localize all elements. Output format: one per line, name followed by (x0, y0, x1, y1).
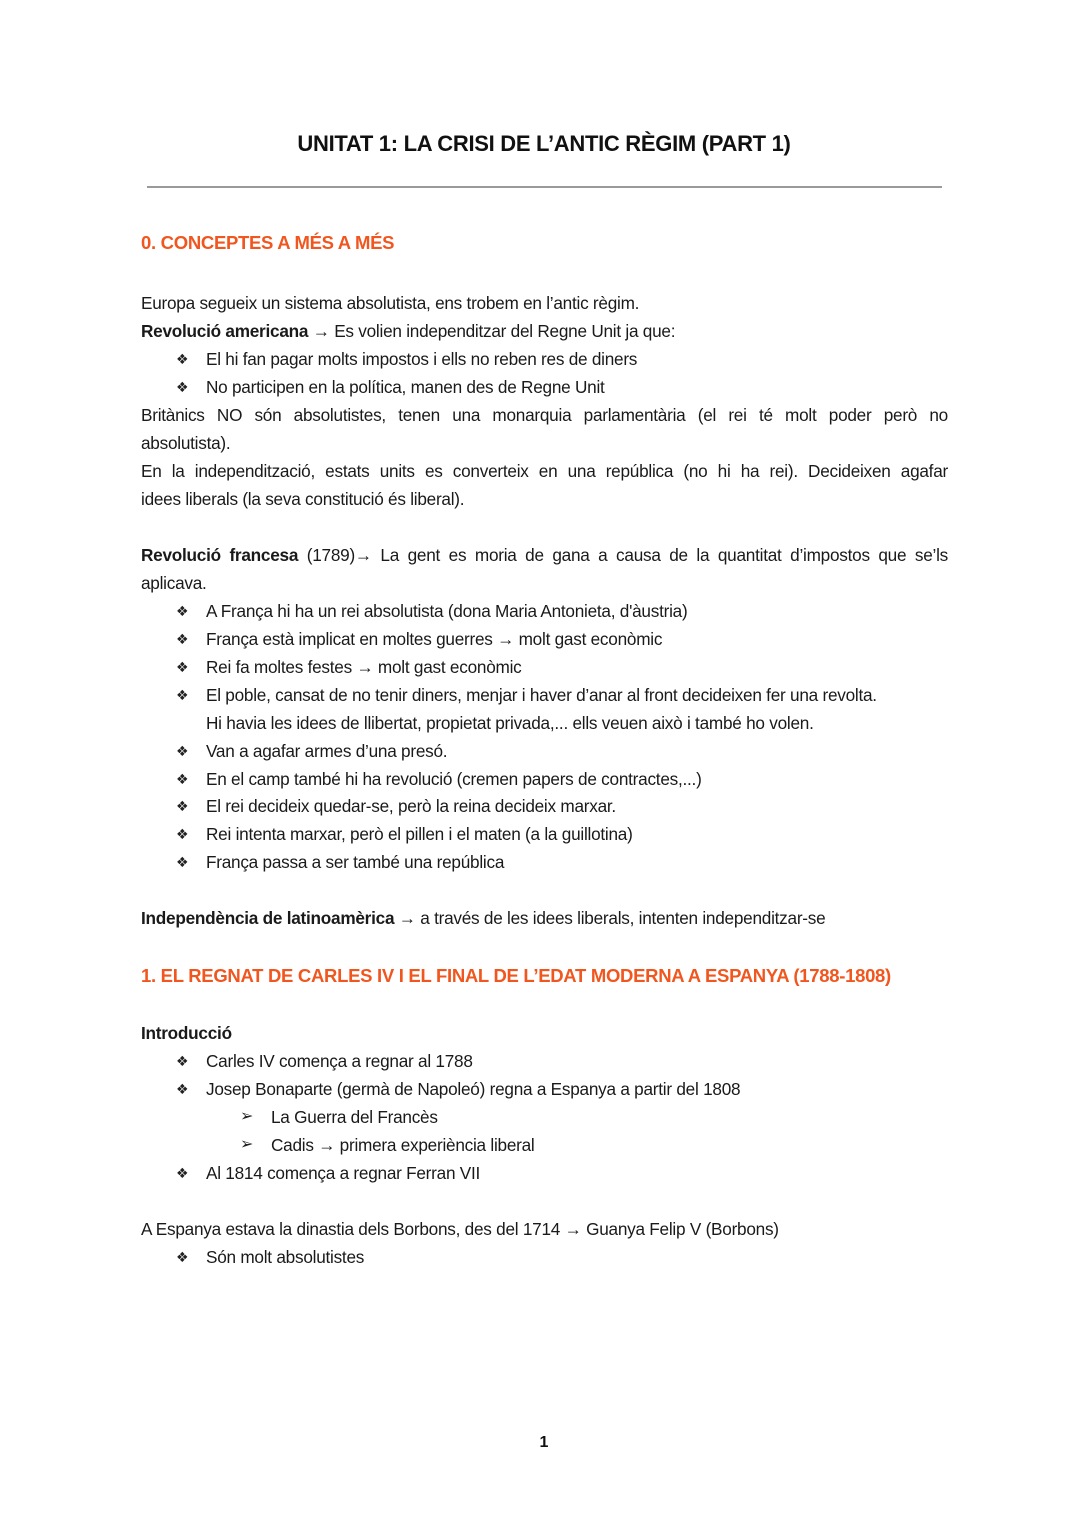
list-item-text: França està implicat en moltes guerres → molt gast econòmic (206, 629, 663, 649)
list-item (141, 1243, 948, 1271)
list-item (141, 792, 948, 820)
diamond-bullet-icon: ❖ (176, 687, 189, 703)
section-heading-concepts: 0. CONCEPTES A MÉS A MÉS (141, 232, 395, 253)
diamond-bullet-icon: ❖ (176, 351, 189, 367)
page-number: 1 (539, 1434, 549, 1451)
list-item (141, 1075, 948, 1103)
paragraph-independence-line1: En la independització, estats units es converteix en una república (no hi ha rei). Decideixen agafar (141, 461, 948, 481)
diamond-bullet-icon: ❖ (176, 603, 189, 619)
list-item (141, 373, 948, 401)
list-item (141, 345, 948, 373)
list-item-text: Rei intenta marxar, però el pillen i el maten (a la guillotina) (206, 824, 633, 844)
sub-list-item (141, 1103, 948, 1131)
paragraph-europe: Europa segueix un sistema absolutista, ens trobem en l’antic règim. (141, 293, 640, 313)
list-item (141, 597, 948, 625)
term-latam-independence: Independència de latinoamèrica (141, 908, 395, 928)
list-item-text: Josep Bonaparte (germà de Napoleó) regna a Espanya a partir del 1808 (206, 1079, 741, 1099)
list-item (141, 681, 948, 709)
list-item (141, 765, 948, 793)
paragraph-french-revolution-line2: aplicava. (141, 573, 207, 593)
document-title: UNITAT 1: LA CRISI DE L’ANTIC RÈGIM (PART 1) (297, 131, 791, 156)
american-revolution-text: → Es volien independitzar del Regne Unit ja que: (308, 321, 676, 341)
diamond-bullet-icon: ❖ (176, 1053, 189, 1069)
paragraph-american-revolution (141, 317, 948, 345)
sub-list-item-text: Cadis → primera experiència liberal (271, 1135, 535, 1155)
arrowhead-bullet-icon: ➢ (240, 1108, 254, 1125)
latam-independence-text: → a través de les idees liberals, intenten independitzar-se (394, 908, 826, 928)
list-item (141, 1159, 948, 1187)
diamond-bullet-icon: ❖ (176, 1165, 189, 1181)
list-item (141, 625, 948, 653)
list-item-text: No participen en la política, manen des de Regne Unit (206, 377, 605, 397)
paragraph-independence-line2: idees liberals (la seva constitució és liberal). (141, 489, 465, 509)
diamond-bullet-icon: ❖ (176, 771, 189, 787)
diamond-bullet-icon: ❖ (176, 659, 189, 675)
paragraph-latam-independence (141, 904, 948, 932)
paragraph-british-line1: Britànics NO són absolutistes, tenen una monarquia parlamentària (el rei té molt poder però no (141, 405, 948, 425)
term-american-revolution: Revolució americana (141, 321, 309, 341)
list-item-text: Van a agafar armes d’una presó. (206, 741, 448, 761)
list-item-text: En el camp també hi ha revolució (cremen papers de contractes,...) (206, 769, 702, 789)
diamond-bullet-icon: ❖ (176, 1081, 189, 1097)
term-french-revolution: Revolució francesa (141, 545, 299, 565)
section-heading-carles-iv: 1. EL REGNAT DE CARLES IV I EL FINAL DE L’EDAT MODERNA A ESPANYA (1788-1808) (141, 965, 891, 986)
sub-list-item (141, 1131, 948, 1159)
list-item-text: Són molt absolutistes (206, 1247, 365, 1267)
arrowhead-bullet-icon: ➢ (240, 1136, 254, 1153)
list-item-text: Rei fa moltes festes → molt gast econòmic (206, 657, 522, 677)
paragraph-bourbons: A Espanya estava la dinastia dels Borbons, des del 1714 → Guanya Felip V (Borbons) (141, 1219, 779, 1239)
list-item (141, 820, 948, 848)
list-item-text: Carles IV comença a regnar al 1788 (206, 1051, 473, 1071)
list-item-text: França passa a ser també una república (206, 852, 505, 872)
diamond-bullet-icon: ❖ (176, 1249, 189, 1265)
diamond-bullet-icon: ❖ (176, 854, 189, 870)
list-item (141, 653, 948, 681)
diamond-bullet-icon: ❖ (176, 631, 189, 647)
list-item-continuation: Hi havia les idees de llibertat, propietat privada,... ells veuen això i també ho volen. (206, 713, 814, 733)
list-item (141, 737, 948, 765)
list-item (141, 848, 948, 876)
list-item-text: El hi fan pagar molts impostos i ells no reben res de diners (206, 349, 638, 369)
list-item-text: A França hi ha un rei absolutista (dona Maria Antonieta, d'àustria) (206, 601, 688, 621)
diamond-bullet-icon: ❖ (176, 826, 189, 842)
list-item-text: Al 1814 comença a regnar Ferran VII (206, 1163, 481, 1183)
list-item-text: El poble, cansat de no tenir diners, menjar i haver d’anar al front decideixen fer una revolta. (206, 685, 877, 705)
list-item-text: El rei decideix quedar-se, però la reina decideix marxar. (206, 796, 616, 816)
title-divider (147, 186, 942, 188)
paragraph-french-revolution (141, 541, 948, 569)
subheading-introduccio: Introducció (141, 1023, 232, 1043)
paragraph-british-line2: absolutista). (141, 433, 231, 453)
french-revolution-text: (1789)→ La gent es moria de gana a causa de la quantitat d’impostos que se’ls (298, 545, 948, 565)
sub-list-item-text: La Guerra del Francès (271, 1107, 438, 1127)
list-item (141, 1047, 948, 1075)
diamond-bullet-icon: ❖ (176, 798, 189, 814)
diamond-bullet-icon: ❖ (176, 743, 189, 759)
diamond-bullet-icon: ❖ (176, 379, 189, 395)
